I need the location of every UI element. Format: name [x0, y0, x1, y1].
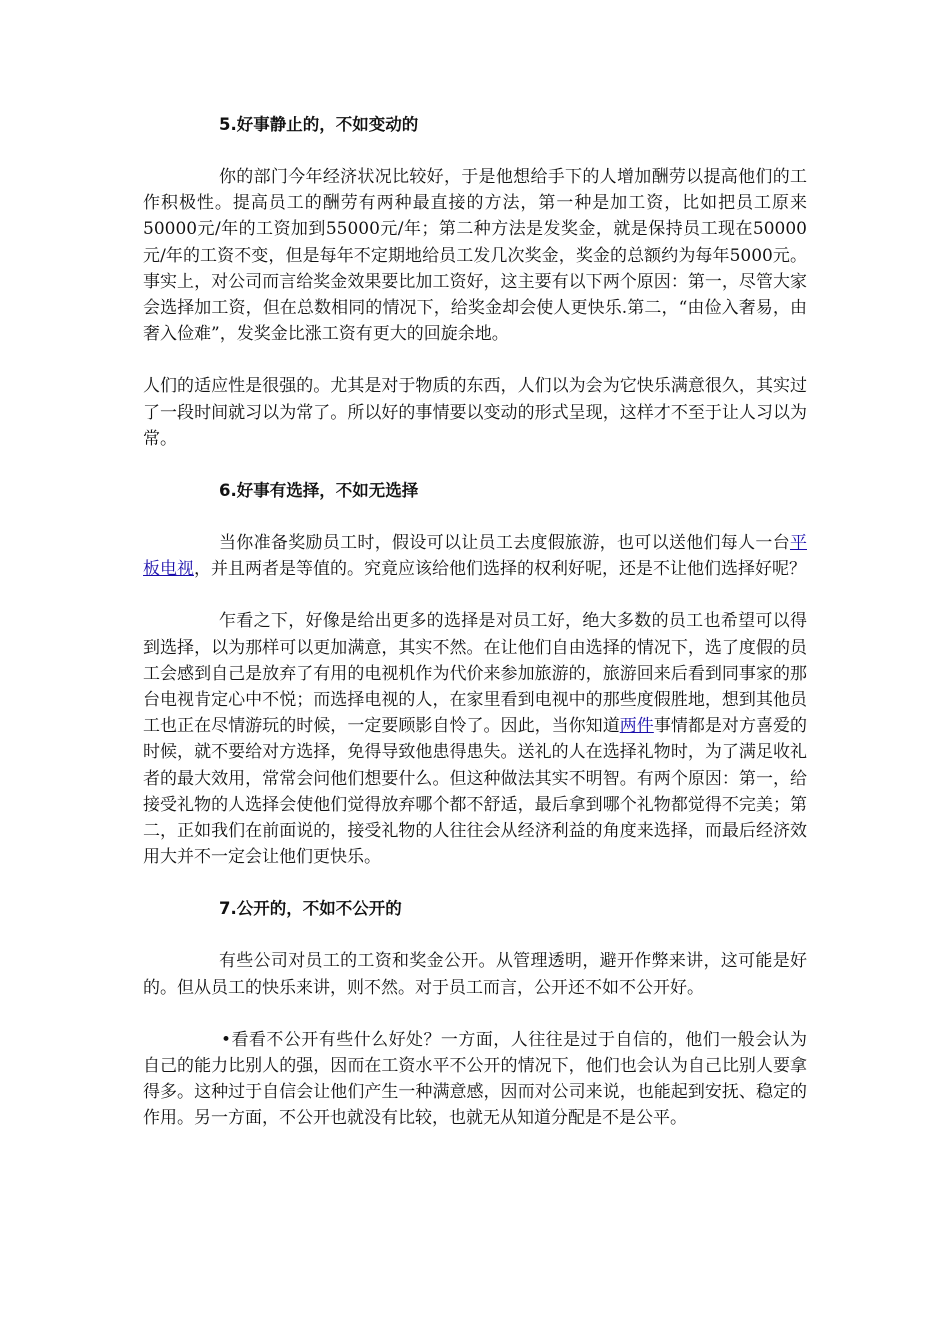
- section-6-paragraph-1: [143, 530, 807, 582]
- section-5-paragraph-1: 你的部门今年经济状况比较好，于是他想给手下的人增加酬劳以提高他们的工作积极性。提高员工的酬劳有两种最直接的方法，第一种是加工资，比如把员工原来50000元/年的工资加到55000元/年；第二种方法是发奖金，就是保持员工现在50000元/年的工资不变，但是每年不定期地给员工发几次奖金，奖金的总额约为每年5000元。事实上，对公司而言给奖金效果要比加工资好，这主要有以下两个原因：第一，尽管大家会选择加工资，但在总数相同的情况下，给奖金却会使人更快乐.第二，“由俭入奢易，由奢入俭难”，发奖金比涨工资有更大的回旋余地。: [143, 167, 807, 345]
- section-5-paragraph-2: 人们的适应性是很强的。尤其是对于物质的东西，人们以为会为它快乐满意很久，其实过了一段时间就习以为常了。所以好的事情要以变动的形式呈现，这样才不至于让人习以为常。: [143, 376, 807, 449]
- section-7-paragraph-2: •看看不公开有些什么好处？一方面，人往往是过于自信的，他们一般会认为自己的能力比别人的强，因而在工资水平不公开的情况下，他们也会认为自己比别人要拿得多。这种过于自信会让他们产生一种满意感，因而对公司来说，也能起到安抚、稳定的作用。另一方面，不公开也就没有比较，也就无从知道分配是不是公平。: [143, 1029, 807, 1129]
- section-7-paragraph-1: 有些公司对员工的工资和奖金公开。从管理透明，避开作弊来讲，这可能是好的。但从员工的快乐来讲，则不然。对于员工而言，公开还不如不公开好。: [143, 951, 807, 998]
- section-6-p1-text-after: ，并且两者是等值的。究竟应该给他们选择的权利好呢，还是不让他们选择好呢？: [194, 559, 806, 580]
- section-5-heading: 5.好事静止的，不如变动的: [219, 115, 419, 134]
- section-6-p2-text-after: 事情都是对方喜爱的时候，就不要给对方选择，免得导致他患得患失。送礼的人在选择礼物时，为了满足收礼者的最大效用，常常会问他们想要什么。但这种做法其实不明智。有两个原因：第一，给接受礼物的人选择会使他们觉得放弃哪个都不舒适，最后拿到哪个礼物都觉得不完美；第二，正如我们在前面说的，接受礼物的人往往会从经济利益的角度来选择，而最后经济效用大并不一定会让他们更快乐。: [143, 716, 808, 868]
- section-6-paragraph-2: [143, 608, 807, 870]
- two-things-link[interactable]: 两件: [619, 716, 654, 737]
- flat-tv-link[interactable]: 平板电视: [143, 533, 807, 580]
- section-6-heading: 6.好事有选择，不如无选择: [219, 481, 419, 501]
- document-page: [143, 112, 807, 1132]
- section-7-heading: 7.公开的，不如不公开的: [219, 899, 402, 919]
- section-6-p1-text-before: 当你准备奖励员工时，假设可以让员工去度假旅游，也可以送他们每人一台: [219, 533, 790, 554]
- section-6-p2-text-before: 乍看之下，好像是给出更多的选择是对员工好，绝大多数的员工也希望可以得到选择，以为那样可以更加满意，其实不然。在让他们自由选择的情况下，选了度假的员工会感到自己是放弃了有用的电视机作为代价来参加旅游的，旅游回来后看到同事家的那台电视肯定心中不悦；而选择电视的人，在家里看到电视中的那些度假胜地，想到其他员工也正在尽情游玩的时候，一定要顾影自怜了。因此，当你知道: [143, 611, 807, 737]
